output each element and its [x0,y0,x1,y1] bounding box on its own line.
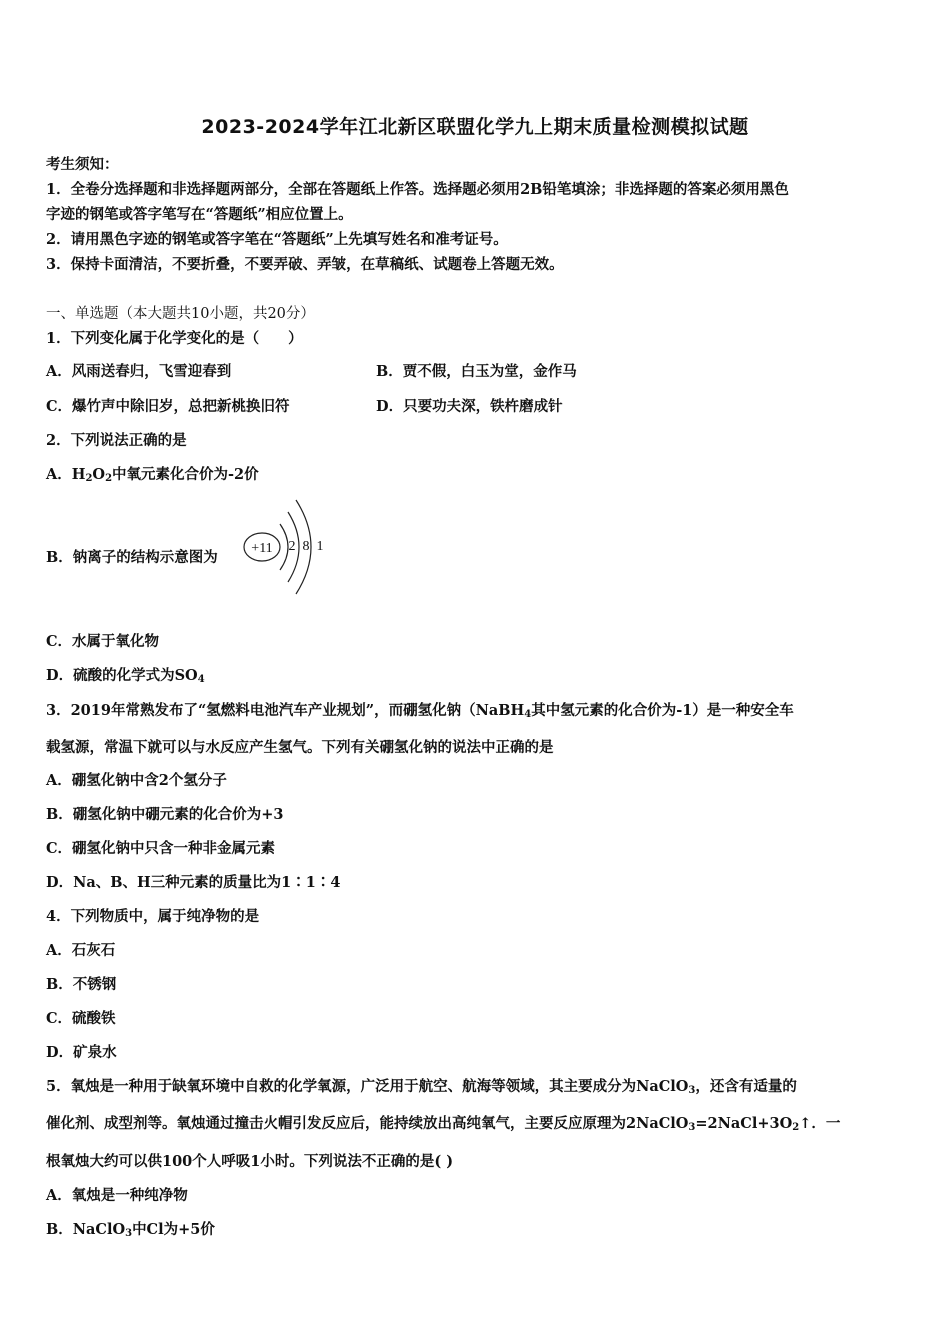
question-3-option-d: D．Na、B、H三种元素的质量比为1∶1∶4 [46,874,341,891]
notice-item: 1．全卷分选择题和非选择题两部分，全部在答题纸上作答。选择题必须用2B铅笔填涂；非选择题的答案必须用黑色 [46,181,789,198]
question-5-option-b: B．NaClO$_3$中Cl为+5价 [46,1221,215,1239]
question-3-option-b: B．硼氢化钠中硼元素的化合价为+3 [46,806,284,823]
question-1-option-a: A．风雨送春归，飞雪迎春到 [46,363,232,380]
question-2-option-d: D．硫酸的化学式为$SO_4$ [46,667,205,685]
page-title: 2023-2024学年江北新区联盟化学九上期末质量检测模拟试题 [201,116,749,138]
question-1-stem: 1．下列变化属于化学变化的是（ ） [46,330,303,347]
question-4-option-d: D．矿泉水 [46,1044,117,1061]
question-1-option-d: D．只要功夫深，铁杵磨成针 [376,398,563,415]
sodium-atom-structure-diagram [240,494,336,598]
question-4-option-b: B．不锈钢 [46,976,117,993]
question-5-option-a: A．氧烛是一种纯净物 [46,1187,188,1204]
electron-shell-1 [280,524,288,570]
section-heading: 一、单选题（本大题共10小题，共20分） [46,306,315,322]
shell-2-electrons: 8 [302,539,310,554]
question-3-option-c: C．硼氢化钠中只含一种非金属元素 [46,840,276,857]
question-3-stem-cont: 载氢源，常温下就可以与水反应产生氢气。下列有关硼氢化钠的说法中正确的是 [46,739,554,756]
notice-item: 2．请用黑色字迹的钢笔或答字笔在“答题纸”上先填写姓名和准考证号。 [46,231,508,248]
question-4-option-a: A．石灰石 [46,942,116,959]
question-3-stem: 3．2019年常熟发布了“氢燃料电池汽车产业规划”，而硼氢化钠（NaBH$_4$其中氢元素的化合价为-1）是一种安全车 [46,702,794,720]
shell-1-electrons: 2 [288,539,296,554]
question-2-option-b: B．钠离子的结构示意图为 [46,549,218,566]
question-5-stem: 5．氧烛是一种用于缺氧环境中自救的化学氧源，广泛用于航空、航海等领域，其主要成分为NaClO$_3$，还含有适量的 [46,1078,797,1096]
question-4-stem: 4．下列物质中，属于纯净物的是 [46,908,260,925]
notice-heading: 考生须知： [46,156,119,173]
question-1-option-b: B．贾不假，白玉为堂，金作马 [376,363,577,380]
question-5-stem-cont: 催化剂、成型剂等。氧烛通过撞击火帽引发反应后，能持续放出高纯氧气，主要反应原理为$2NaClO_3=2NaCl+3O_2↑$．一 [46,1115,841,1133]
question-2-option-c: C．水属于氧化物 [46,633,160,650]
notice-item: 字迹的钢笔或答字笔写在“答题纸”相应位置上。 [46,206,353,223]
question-3-option-a: A．硼氢化钠中含2个氢分子 [46,772,227,789]
question-2-option-a: A．$H_2O_2$中氧元素化合价为-2价 [46,466,259,484]
question-2-stem: 2．下列说法正确的是 [46,432,187,449]
question-4-option-c: C．硫酸铁 [46,1010,116,1027]
question-5-stem-cont: 根氧烛大约可以供100个人呼吸1小时。下列说法不正确的是( ) [46,1153,454,1170]
nucleus-charge: +11 [251,541,273,556]
shell-3-electrons: 1 [316,539,324,554]
question-1-option-c: C．爆竹声中除旧岁，总把新桃换旧符 [46,398,290,415]
notice-item: 3．保持卡面清洁，不要折叠，不要弄破、弄皱，在草稿纸、试题卷上答题无效。 [46,256,564,273]
